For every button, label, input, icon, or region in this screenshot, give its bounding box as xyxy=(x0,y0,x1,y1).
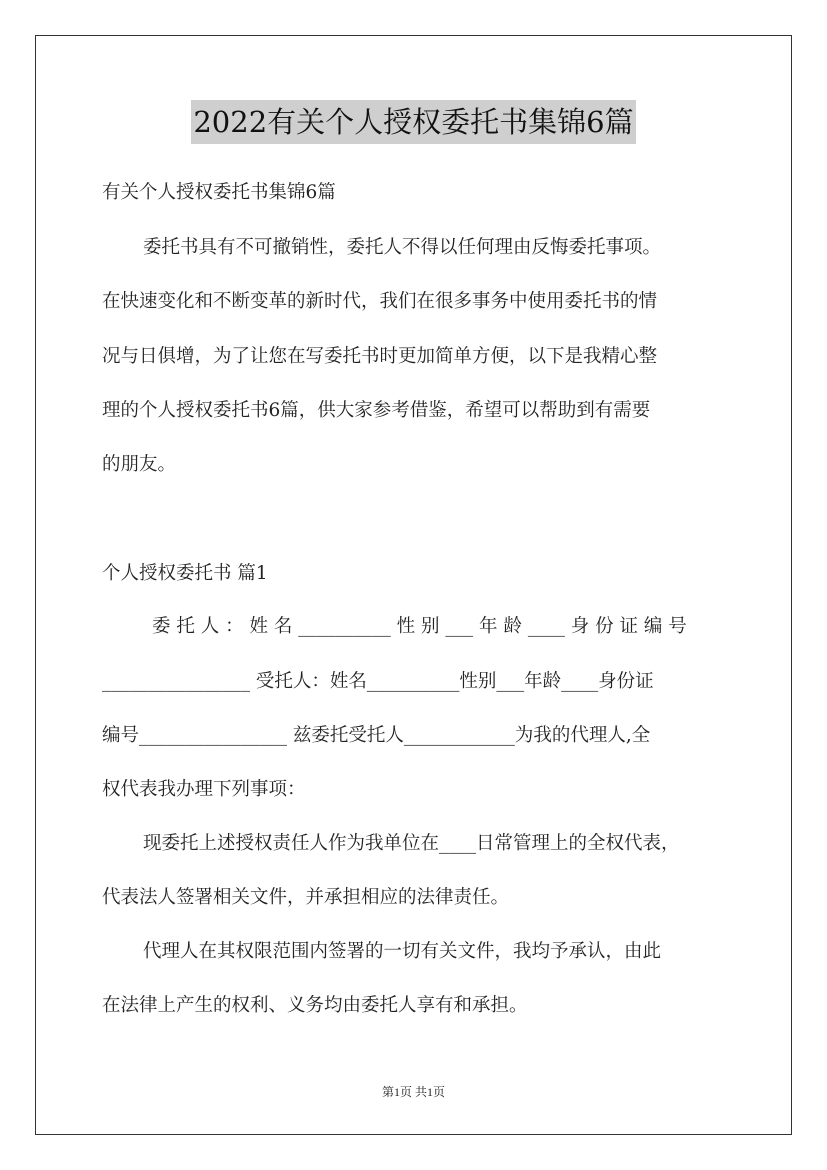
document-title: 2022有关个人授权委托书集锦6篇 xyxy=(191,100,635,144)
section-line-7: 代理人在其权限范围内签署的一切有关文件，我均予承认，由此 xyxy=(143,941,662,962)
section-line-2: ________________ 受托人：姓名__________性别___年龄____身份证 xyxy=(102,671,654,692)
section-heading: 个人授权委托书 篇1 xyxy=(102,563,268,584)
intro-line-4: 理的个人授权委托书6篇，供大家参考借鉴，希望可以帮助到有需要 xyxy=(102,400,651,421)
document-subtitle: 有关个人授权委托书集锦6篇 xyxy=(102,182,336,203)
intro-line-5: 的朋友。 xyxy=(102,454,177,475)
intro-line-3: 况与日俱增，为了让您在写委托书时更加简单方便，以下是我精心整 xyxy=(102,346,658,367)
title-container xyxy=(0,100,827,144)
section-line-1: 委 托 人 ： 姓 名 __________ 性 别 ___ 年 龄 ____ 身 份 证 编 号 xyxy=(152,616,687,637)
section-line-4: 权代表我办理下列事项： xyxy=(102,779,306,800)
section-line-8: 在法律上产生的权利、义务均由委托人享有和承担。 xyxy=(102,995,528,1016)
section-line-3: 编号________________ 兹委托受托人____________为我的代理人,全 xyxy=(102,725,651,746)
section-line-6: 代表法人签署相关文件，并承担相应的法律责任。 xyxy=(102,887,510,908)
section-line-5: 现委托上述授权责任人作为我单位在____日常管理上的全权代表， xyxy=(143,833,680,854)
intro-line-1: 委托书具有不可撤销性，委托人不得以任何理由反悔委托事项。 xyxy=(143,237,662,258)
intro-line-2: 在快速变化和不断变革的新时代，我们在很多事务中使用委托书的情 xyxy=(102,291,658,312)
page-footer: 第1页 共1页 xyxy=(381,1085,445,1099)
